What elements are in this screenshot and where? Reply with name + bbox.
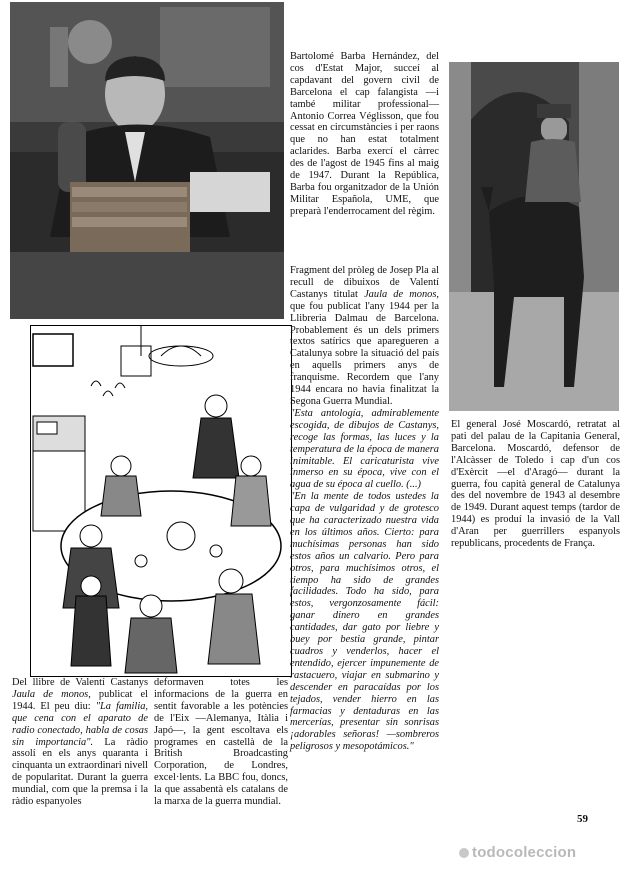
- moscardo-photo-illustration: [449, 62, 619, 411]
- watermark: [459, 844, 629, 868]
- caption-castanys-text: Del llibre de Valentí Castanys Jaula de monos, publicat el 1944. El peu diu: "La familia, que cena con el aparato de radio conectado, habla de cosas sin importancia". La ràdio assolí en els anys quaranta i cinquanta un extraordinari nivell de popularitat. Durant la guerra mundial, com que la premsa i la ràdio espanyoles: [12, 677, 148, 808]
- photo-moscardo-on-horse: [449, 62, 619, 411]
- pla-quote-2: "En la mente de todos ustedes la capa de vulgaridad y de grotesco que ha caracterizado nuestra vida en los últimos años. Cierto: para muchísimas personas han sido estos años un calvario. Pero para otros, para muchísimos otros, el tiempo ha sido de grandes facilidades. Todo ha sido, para estos, vergonzosamente fácil: ganar dinero en grandes cantidades, dar gato por liebre y buey por bestia grande, pintar cuadros y venderlos, hacer el entendido, ejercer impunemente de rastacuero, viajar en submarino y descender en paracaídas por los tejados, vender hierro en las farmacias y dentaduras en las mercerías, presentar sin sonrisas ¡adorables señoras! —sombreros peligrosos y mesopotámicos.": [290, 491, 439, 753]
- pla-intro: Fragment del pròleg de Josep Pla al recull de dibuixos de Valentí Castanys titulat Jaula de monos, que fou publicat l'any 1944 per la Llibreria Dalmau de Barcelona. Probablement és un dels primers textos satírics que aparegueren a Catalunya sobre la situació del país en aquells primers anys de franquisme. Recordem que l'any 1944 encara no havia finalitzat la Segona Guerra Mundial.: [290, 265, 439, 407]
- pla-quote-1: "Esta antología, admirablemente escogida, de dibujos de Castanys, recoge las formas, las luces y la temperatura de la época de manera inimitable. El caricaturista vive inmerso en su época, vive con el agua de su época al cuello. (...): [290, 407, 439, 491]
- caption-moscardo: [451, 419, 620, 550]
- photo-barba-at-desk: [10, 2, 284, 319]
- caption-moscardo-text: El general José Moscardó, retratat al pati del palau de la Capitania General, Barcelona. Moscardó, defensor de l'Alcàsser de Toledo i cap d'un cos d'Exèrcit —el d'Aragó— durant la guerra, fou capità general de Catalunya des del novembre de 1943 al desembre de 1949. Durant aquest temps (tardor de 1944) es produí la invasió de la Vall d'Aran per guerrillers espanyols republicans, procedents de França.: [451, 419, 620, 550]
- caption-castanys-continued-text: deformaven totes les informacions de la guerra en sentit favorable a les potències de l'Eix —Alemanya, Itàlia i Japó—, la gent escoltava els programes en castellà de la British Broadcasting Corporation, de Londres, excel·lents. La BBC fou, doncs, la que assabentà els catalans de la marxa de la guerra mundial.: [154, 677, 288, 808]
- caption-barba-text: Bartolomé Barba Hernández, del cos d'Estat Major, succeí al capdavant del govern civil de Barcelona el cap falangista —i també militar professional— Antonio Correa Véglisson, que fou cessat en circumstàncies i per raons que no han estat totalment aclarides. Barba exercí el càrrec des de l'agost de 1945 fins al maig de 1947. Durant la República, Barba fou organitzador de la Unión Militar Española, UME, que preparà l'enderrocament del règim.: [290, 51, 439, 217]
- barba-photo-illustration: [10, 2, 284, 319]
- cartoon-family-dinner: [30, 325, 292, 677]
- cartoon-illustration: [31, 326, 291, 676]
- caption-castanys-continued: [154, 677, 288, 808]
- page-number: 59: [577, 813, 588, 825]
- caption-castanys: [12, 677, 148, 808]
- pla-prologue-column: [290, 265, 439, 753]
- watermark-text: todocoleccion: [472, 844, 577, 861]
- caption-barba: [290, 51, 439, 218]
- watermark-dot-icon: [459, 848, 469, 858]
